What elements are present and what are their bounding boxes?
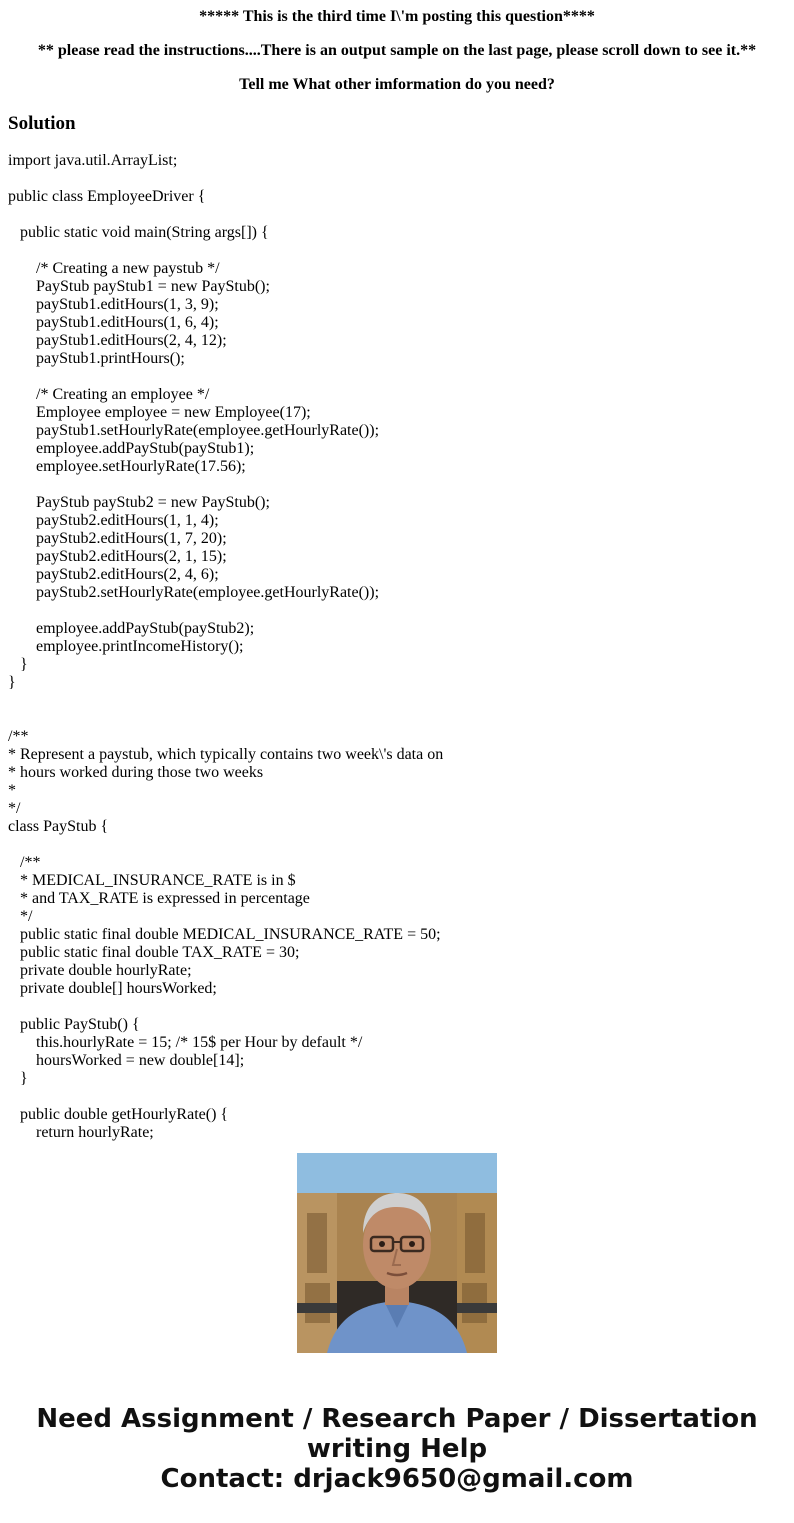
code-line: payStub1.editHours(2, 4, 12);	[8, 332, 227, 349]
code-line	[8, 368, 788, 386]
code-line	[8, 206, 788, 224]
code-line: */	[8, 908, 33, 925]
code-line: payStub2.editHours(1, 1, 4);	[8, 512, 219, 529]
code-line: employee.printIncomeHistory();	[8, 638, 244, 655]
code-line: payStub1.editHours(1, 6, 4);	[8, 314, 219, 331]
code-line: public class EmployeeDriver {	[8, 188, 206, 205]
code-line: public static final double MEDICAL_INSURANCE_RATE = 50;	[8, 926, 441, 943]
code-line: * MEDICAL_INSURANCE_RATE is in $	[8, 872, 296, 889]
code-line: payStub2.setHourlyRate(employee.getHourlyRate());	[8, 584, 380, 601]
code-line: }	[8, 656, 28, 673]
author-avatar	[297, 1153, 497, 1353]
code-line: return hourlyRate;	[8, 1124, 154, 1141]
code-line	[8, 998, 788, 1016]
code-line: public PayStub() {	[8, 1016, 140, 1033]
code-line: payStub2.editHours(1, 7, 20);	[8, 530, 227, 547]
code-line	[8, 476, 788, 494]
code-line: PayStub payStub1 = new PayStub();	[8, 278, 270, 295]
code-line: /**	[8, 728, 29, 745]
person-photo-icon	[297, 1153, 497, 1353]
code-line: class PayStub {	[8, 818, 109, 835]
code-line: /* Creating a new paystub */	[8, 260, 220, 277]
code-line: employee.addPayStub(payStub2);	[8, 620, 255, 637]
code-line: *	[8, 782, 16, 799]
code-line: */	[8, 800, 21, 817]
code-line: public double getHourlyRate() {	[8, 1106, 229, 1123]
code-line: private double[] hoursWorked;	[8, 980, 217, 997]
code-line: public static final double TAX_RATE = 30;	[8, 944, 300, 961]
code-line: payStub1.editHours(1, 3, 9);	[8, 296, 219, 313]
code-line: * hours worked during those two weeks	[8, 764, 264, 781]
code-line: }	[8, 1070, 28, 1087]
code-line: public static void main(String args[]) {	[8, 224, 269, 241]
code-line	[8, 692, 788, 710]
code-line: /* Creating an employee */	[8, 386, 210, 403]
help-banner	[0, 1404, 794, 1494]
banner-contact: Contact: drjack9650@gmail.com	[160, 1464, 634, 1494]
code-line: }	[8, 674, 16, 691]
code-line: payStub1.setHourlyRate(employee.getHourlyRate());	[8, 422, 380, 439]
solution-title: Solution	[8, 113, 76, 134]
code-line: * Represent a paystub, which typically contains two week\'s data on	[8, 746, 444, 763]
note-line-1: ***** This is the third time I\'m posting this question****	[199, 8, 595, 25]
code-line	[8, 836, 788, 854]
note-line-2: ** please read the instructions....There is an output sample on the last page, please scroll down to see it.**	[37, 42, 757, 59]
code-line: import java.util.ArrayList;	[8, 152, 178, 169]
note-line-3: Tell me What other imformation do you need?	[239, 76, 555, 93]
code-line: employee.addPayStub(payStub1);	[8, 440, 255, 457]
code-line: hoursWorked = new double[14];	[8, 1052, 245, 1069]
code-line: employee.setHourlyRate(17.56);	[8, 458, 246, 475]
solution-code	[8, 152, 788, 1141]
code-line	[8, 1088, 788, 1106]
code-line: payStub2.editHours(2, 1, 15);	[8, 548, 227, 565]
code-line: payStub2.editHours(2, 4, 6);	[8, 566, 219, 583]
code-line	[8, 242, 788, 260]
banner-line-2: writing Help	[306, 1434, 488, 1464]
code-line: payStub1.printHours();	[8, 350, 185, 367]
banner-line-1: Need Assignment / Research Paper / Dissertation	[36, 1404, 758, 1434]
code-line: * and TAX_RATE is expressed in percentage	[8, 890, 310, 907]
code-line	[8, 710, 788, 728]
code-line: PayStub payStub2 = new PayStub();	[8, 494, 270, 511]
code-line: Employee employee = new Employee(17);	[8, 404, 311, 421]
code-line: /**	[8, 854, 41, 871]
code-line: private double hourlyRate;	[8, 962, 192, 979]
code-line: this.hourlyRate = 15; /* 15$ per Hour by default */	[8, 1034, 363, 1051]
code-line	[8, 170, 788, 188]
code-line	[8, 602, 788, 620]
